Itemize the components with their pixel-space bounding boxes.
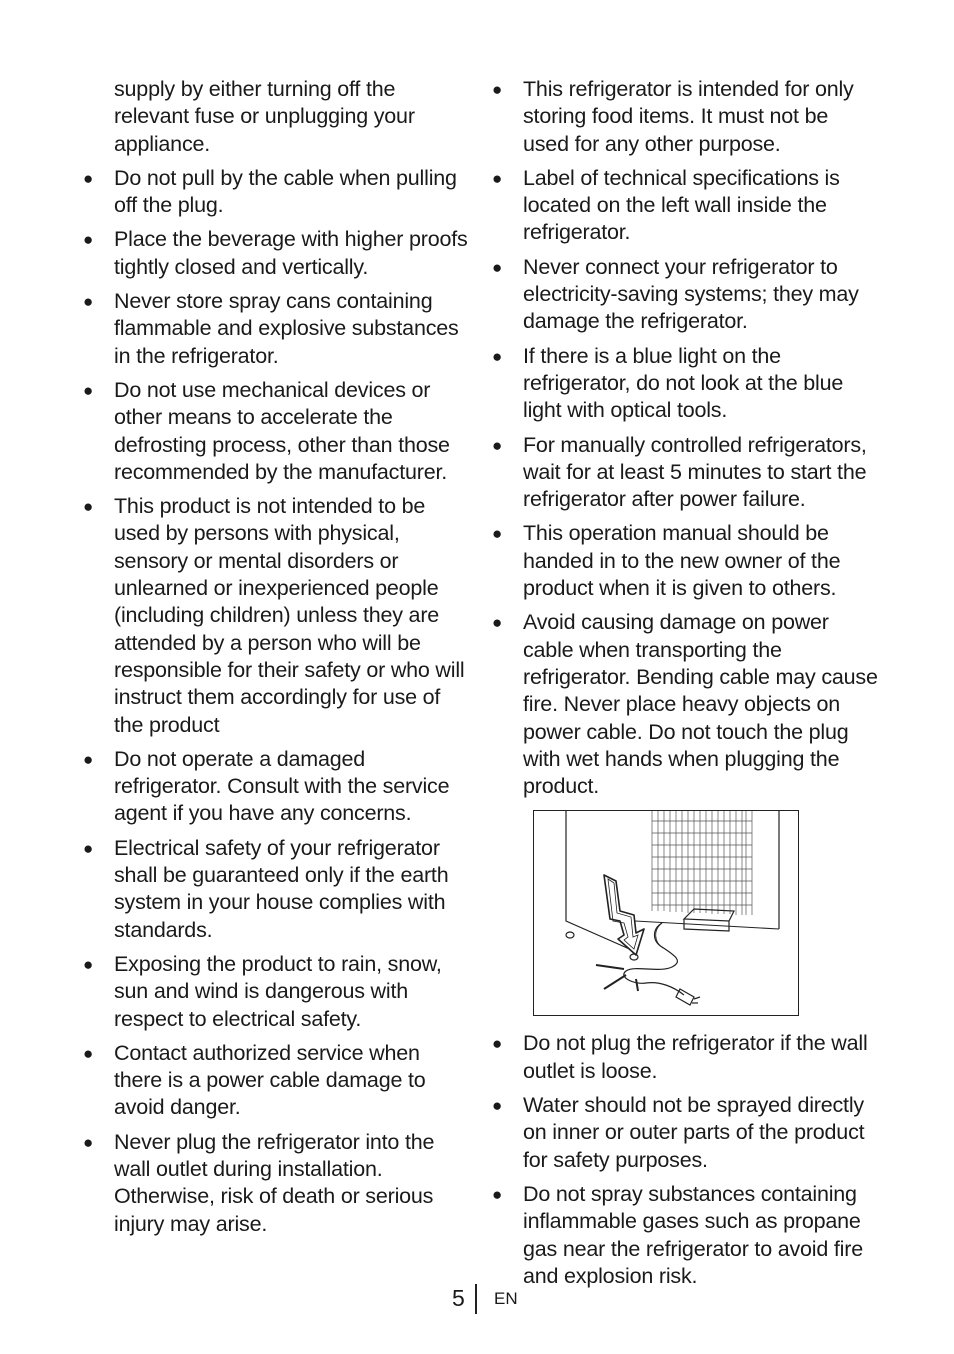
bullet-icon: ● (83, 749, 94, 769)
list-item: ● This operation manual should be handed in to the new owner of the product when it is given to others. (492, 521, 841, 601)
page-footer (0, 1284, 954, 1316)
list-item: ● Never store spray cans containing flammable and explosive substances in the refrigerator. (83, 289, 459, 368)
list-item: ● Do not operate a damaged refrigerator. Consult with the service agent if you have any concerns. (83, 746, 450, 826)
right-bullet-list-top (489, 76, 879, 800)
bullet-icon: ● (492, 435, 503, 455)
list-item: ● This refrigerator is intended for only storing food items. It must not be used for any other purpose. (492, 77, 854, 156)
bullet-icon: ● (492, 257, 503, 277)
bullet-icon: ● (492, 1184, 503, 1204)
language-code: EN (494, 1289, 518, 1308)
bullet-icon: ● (83, 1132, 94, 1152)
list-item: ● Label of technical specifications is located on the left wall inside the refrigerator. (492, 165, 840, 245)
bullet-icon: ● (83, 292, 94, 312)
list-item: ● Never connect your refrigerator to electricity-saving systems; they may damage the refrigerator. (492, 254, 859, 334)
list-item: ● Electrical safety of your refrigerator shall be guaranteed only if the earth system in your house complies with standards. (83, 835, 449, 942)
list-item: ● Do not use mechanical devices or other means to accelerate the defrosting process, other than those recommended by the manufacturer. (83, 377, 450, 484)
bullet-icon: ● (83, 954, 94, 974)
bullet-icon: ● (492, 1096, 503, 1116)
left-bullet-list (80, 165, 470, 1238)
list-item: ● This product is not intended to be used by persons with physical, sensory or mental disorders or unlearned or inexperienced people (including children) unless they are attended by a person who will be responsible for their safety or who will instruct them accordingly for use of the product (83, 494, 465, 737)
list-item: ● Do not pull by the cable when pulling off the plug. (83, 165, 457, 218)
right-bullet-list-bottom (489, 1030, 879, 1290)
bullet-icon: ● (492, 168, 503, 188)
list-item: ● Place the beverage with higher proofs tightly closed and vertically. (83, 227, 468, 279)
list-item: ● Avoid causing damage on power cable when transporting the refrigerator. Bending cable may cause fire. Never place heavy objects on power cable. Do not touch the plug with wet hands when plugging the product. (492, 610, 878, 799)
list-item: ● Water should not be sprayed directly on inner or outer parts of the product for safety purposes. (492, 1093, 865, 1172)
list-item: ● Do not plug the refrigerator if the wall outlet is loose. (492, 1031, 868, 1083)
bullet-icon: ● (492, 524, 503, 544)
list-item: ● Never plug the refrigerator into the wall outlet during installation. Otherwise, risk of death or serious injury may arise. (83, 1129, 435, 1236)
bullet-icon: ● (492, 1034, 503, 1054)
page-number: 5 (452, 1285, 465, 1311)
bullet-icon: ● (492, 80, 503, 99)
list-item: ● Contact authorized service when there is a power cable damage to avoid danger. (83, 1040, 426, 1120)
bullet-icon: ● (83, 838, 94, 858)
bullet-icon: ● (83, 168, 94, 188)
bullet-icon: ● (492, 613, 503, 633)
bullet-icon: ● (492, 346, 503, 366)
bullet-icon: ● (83, 497, 94, 517)
right-column (489, 76, 879, 1297)
bullet-icon: ● (83, 230, 94, 250)
list-item: ● Exposing the product to rain, snow, sun and wind is dangerous with respect to electrical safety. (83, 951, 442, 1031)
left-column (80, 76, 470, 1245)
continuation-text: supply by either turning off the relevant fuse or unplugging your appliance. (114, 77, 415, 156)
list-item: ● If there is a blue light on the refrigerator, do not look at the blue light with optical tools. (492, 343, 844, 423)
bullet-icon: ● (83, 380, 94, 400)
bullet-icon: ● (83, 1043, 94, 1063)
footer-divider (475, 1284, 477, 1314)
list-item: ● Do not spray substances containing inflammable gases such as propane gas near the refrigerator to avoid fire and explosion risk. (492, 1181, 863, 1288)
list-item: ● For manually controlled refrigerators, wait for at least 5 minutes to start the refrigerator after power failure. (492, 432, 867, 512)
refrigerator-power-cable-illustration (533, 810, 799, 1016)
refrigerator-illustration-icon (534, 811, 798, 1015)
